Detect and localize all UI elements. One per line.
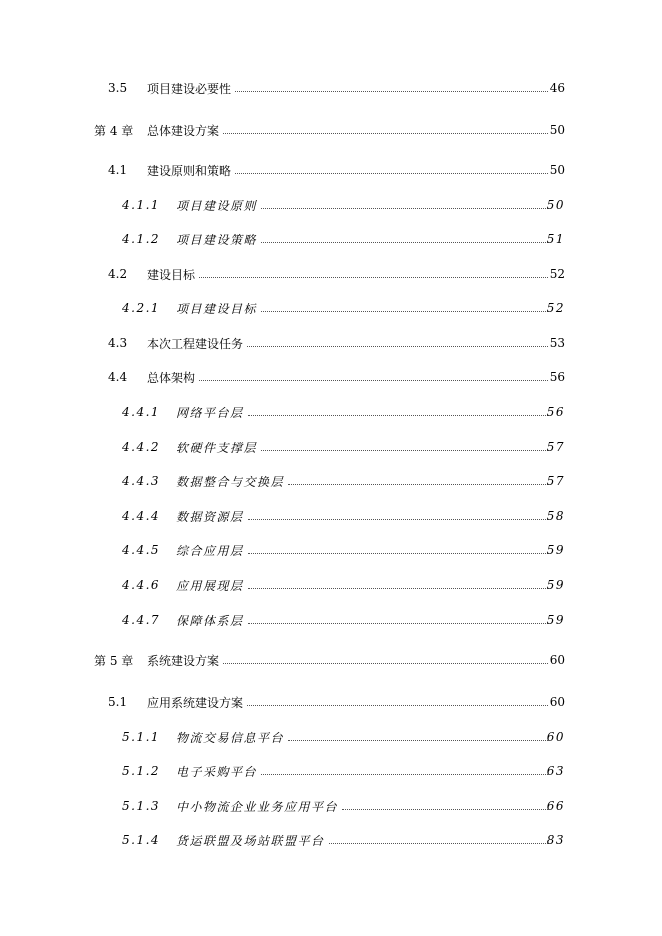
- toc-entry-title: 项目建设原则: [176, 198, 258, 213]
- toc-entry-title: 货运联盟及场站联盟平台: [176, 833, 325, 848]
- toc-dot-leader: [247, 345, 548, 347]
- toc-entry-number: 4.2: [108, 267, 128, 281]
- toc-entry[interactable]: [0, 650, 662, 670]
- toc-entry-number: 5.1.4: [122, 833, 161, 847]
- toc-entry[interactable]: [0, 830, 662, 850]
- toc-entry-page: 56: [546, 405, 565, 419]
- toc-dot-leader: [342, 808, 548, 810]
- toc-entry-page: 58: [546, 509, 565, 523]
- toc-entry-page: 46: [549, 81, 565, 95]
- toc-entry-number: 4.4.5: [122, 543, 161, 557]
- toc-entry-number: 5.1.2: [122, 764, 161, 778]
- toc-entry-title: 软硬件支撑层: [176, 440, 258, 455]
- toc-entry-page: 50: [549, 123, 565, 137]
- toc-entry-title: 中小物流企业业务应用平台: [176, 799, 339, 814]
- toc-entry-page: 50: [549, 163, 565, 177]
- toc-entry-number: 4.1.2: [122, 232, 161, 246]
- toc-entry-title: 应用展现层: [176, 578, 244, 593]
- toc-entry-page: 51: [546, 232, 565, 246]
- toc-entry-page: 59: [546, 578, 565, 592]
- toc-entry[interactable]: [0, 727, 662, 747]
- toc-entry-page: 53: [549, 336, 565, 350]
- toc-dot-leader: [199, 276, 548, 278]
- toc-entry-title: 数据整合与交换层: [176, 474, 285, 489]
- toc-entry-title: 系统建设方案: [147, 653, 220, 668]
- toc-dot-leader: [329, 842, 548, 844]
- toc-entry-number: 第 5 章: [94, 653, 134, 668]
- toc-entry-title: 保障体系层: [176, 613, 244, 628]
- toc-entry-title: 物流交易信息平台: [176, 730, 285, 745]
- toc-entry-number: 4.2.1: [122, 301, 161, 315]
- toc-entry-number: 4.1: [108, 163, 128, 177]
- toc-dot-leader: [261, 449, 548, 451]
- toc-entry-page: 52: [546, 301, 565, 315]
- toc-entry[interactable]: [0, 796, 662, 816]
- toc-entry-page: 56: [549, 370, 565, 384]
- toc-entry[interactable]: [0, 540, 662, 560]
- toc-entry-number: 4.4.4: [122, 509, 161, 523]
- toc-entry[interactable]: [0, 367, 662, 387]
- toc-entry-number: 4.4.3: [122, 474, 161, 488]
- toc-entry[interactable]: [0, 298, 662, 318]
- toc-entry-title: 综合应用层: [176, 543, 244, 558]
- toc-entry-title: 本次工程建设任务: [147, 336, 244, 351]
- toc-entry-page: 52: [549, 267, 565, 281]
- toc-dot-leader: [261, 310, 548, 312]
- toc-dot-leader: [248, 414, 548, 416]
- toc-dot-leader: [223, 132, 548, 134]
- toc-entry-number: 3.5: [108, 81, 128, 95]
- toc-entry-number: 4.4.2: [122, 440, 161, 454]
- toc-dot-leader: [248, 552, 548, 554]
- toc-entry-page: 60: [546, 730, 565, 744]
- toc-entry-title: 网络平台层: [176, 405, 244, 420]
- toc-dot-leader: [288, 739, 548, 741]
- toc-entry-number: 5.1.1: [122, 730, 161, 744]
- toc-entry-title: 应用系统建设方案: [147, 695, 244, 710]
- toc-entry-title: 项目建设策略: [176, 232, 258, 247]
- toc-dot-leader: [235, 90, 548, 92]
- toc-entry[interactable]: [0, 575, 662, 595]
- toc-entry-number: 5.1: [108, 695, 128, 709]
- toc-entry-page: 60: [549, 695, 565, 709]
- toc-entry-number: 4.4.6: [122, 578, 161, 592]
- toc-entry[interactable]: [0, 506, 662, 526]
- toc-entry-page: 60: [549, 653, 565, 667]
- toc-entry-title: 项目建设目标: [176, 301, 258, 316]
- toc-entry[interactable]: [0, 78, 662, 98]
- toc-entry[interactable]: [0, 264, 662, 284]
- toc-dot-leader: [248, 587, 548, 589]
- toc-entry[interactable]: [0, 402, 662, 422]
- toc-entry-title: 建设目标: [147, 267, 196, 282]
- toc-entry-title: 项目建设必要性: [147, 81, 232, 96]
- toc-dot-leader: [247, 704, 548, 706]
- toc-entry[interactable]: [0, 333, 662, 353]
- toc-entry-number: 4.3: [108, 336, 128, 350]
- toc-entry-number: 第 4 章: [94, 123, 134, 138]
- toc-dot-leader: [261, 207, 548, 209]
- toc-dot-leader: [261, 241, 548, 243]
- toc-entry[interactable]: [0, 761, 662, 781]
- toc-entry-title: 电子采购平台: [176, 764, 258, 779]
- toc-entry-page: 57: [546, 474, 565, 488]
- toc-entry-number: 4.4: [108, 370, 128, 384]
- toc-entry-page: 83: [546, 833, 565, 847]
- toc-entry[interactable]: [0, 692, 662, 712]
- toc-dot-leader: [248, 518, 548, 520]
- toc-entry-number: 4.1.1: [122, 198, 161, 212]
- toc-entry-number: 4.4.1: [122, 405, 161, 419]
- toc-entry[interactable]: [0, 437, 662, 457]
- toc-entry-number: 4.4.7: [122, 613, 161, 627]
- toc-entry-page: 66: [546, 799, 565, 813]
- toc-entry-page: 63: [546, 764, 565, 778]
- toc-entry[interactable]: [0, 195, 662, 215]
- toc-entry-page: 57: [546, 440, 565, 454]
- toc-entry-number: 5.1.3: [122, 799, 161, 813]
- toc-entry-title: 总体建设方案: [147, 123, 220, 138]
- toc-dot-leader: [223, 662, 548, 664]
- toc-dot-leader: [199, 379, 548, 381]
- toc-dot-leader: [288, 483, 548, 485]
- toc-entry[interactable]: [0, 471, 662, 491]
- toc-entry[interactable]: [0, 120, 662, 140]
- toc-entry-page: 50: [546, 198, 565, 212]
- toc-entry-title: 建设原则和策略: [147, 163, 232, 178]
- toc-entry[interactable]: [0, 229, 662, 249]
- toc-dot-leader: [261, 773, 548, 775]
- toc-dot-leader: [235, 172, 548, 174]
- toc-entry[interactable]: [0, 160, 662, 180]
- toc-entry-title: 总体架构: [147, 370, 196, 385]
- toc-entry-page: 59: [546, 543, 565, 557]
- toc-dot-leader: [248, 622, 548, 624]
- toc-entry-title: 数据资源层: [176, 509, 244, 524]
- toc-entry[interactable]: [0, 610, 662, 630]
- toc-entry-page: 59: [546, 613, 565, 627]
